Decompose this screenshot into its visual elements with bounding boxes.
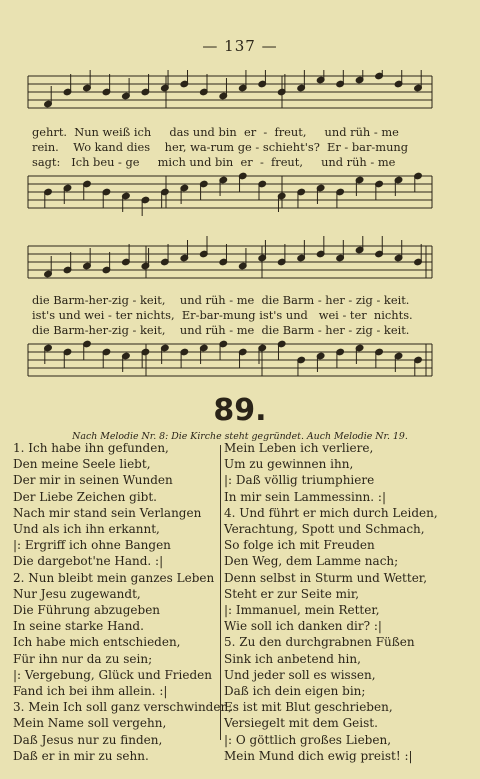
- verse-line: Mein Leben ich verliere,: [224, 441, 374, 455]
- verse-line: Daß ich dein eigen bin;: [224, 684, 366, 699]
- verse-line: |: O göttlich großes Lieben,: [224, 732, 392, 747]
- verse-line: Nach mir stand sein Verlangen: [13, 505, 202, 520]
- verse-line: Um zu gewinnen ihn,: [224, 457, 354, 472]
- verse-line: Den meine Seele liebt,: [13, 457, 151, 472]
- verse-line: Daß er in mir zu sehn.: [13, 748, 149, 763]
- verse-line: |: Immanuel, mein Retter,: [224, 603, 380, 618]
- verse-line: Ich habe mich entschieden,: [13, 635, 181, 650]
- melody-note: Nach Melodie Nr. 8: Die Kirche steht gegründet. Auch Melodie Nr. 19.: [72, 431, 408, 442]
- verse-line: Wie soll ich danken dir? :|: [224, 619, 382, 634]
- music-staff-1-lower: [0, 172, 480, 226]
- lyrics-system-1-verse-2: rein. Wo kand dies her, wa-rum ge - schieht's? Er - bar-mung: [32, 140, 409, 154]
- verse-line: Der mir in seinen Wunden: [13, 473, 173, 488]
- verse-line: In seine starke Hand.: [13, 619, 144, 634]
- verse-line: In mir sein Lammessinn. :|: [224, 489, 386, 504]
- verse-line: Sink ich anbetend hin,: [224, 651, 361, 666]
- verse-line: Die Führung abzugeben: [13, 603, 161, 618]
- verse-line: |: Vergebung, Glück und Frieden: [13, 667, 212, 682]
- verse-line: So folge ich mit Freuden: [224, 538, 375, 553]
- verse-line: Daß Jesus nur zu finden,: [13, 732, 163, 747]
- lyrics-system-1-verse-1: gehrt. Nun weiß ich das und bin er - freut, und rüh - me: [32, 125, 399, 139]
- verse-line: 4. Und führt er mich durch Leiden,: [224, 505, 438, 520]
- music-staff-2-upper: [0, 236, 480, 292]
- verse-line: Es ist mit Blut geschrieben,: [224, 700, 393, 715]
- column-divider: [220, 445, 221, 740]
- verse-line: Mein Mund dich ewig preist! :|: [224, 748, 413, 763]
- verse-line: 5. Zu den durchgrabnen Füßen: [224, 635, 415, 650]
- verse-column-right: [224, 440, 464, 764]
- verse-line: Mein Name soll vergehn,: [13, 716, 167, 731]
- verse-line: |: Daß völlig triumphiere: [224, 473, 375, 488]
- lyrics-system-1-verse-3: sagt: Ich beu - ge mich und bin er - freut, und rüh - me: [32, 155, 396, 169]
- verse-line: Die dargebot'ne Hand. :|: [13, 554, 164, 569]
- music-staff-2-lower: [0, 338, 480, 390]
- verse-line: |: Ergriff ich ohne Bangen: [13, 538, 171, 553]
- verse-line: 3. Mein Ich soll ganz verschwinden,: [13, 700, 232, 715]
- verse-line: Der Liebe Zeichen gibt.: [13, 489, 157, 504]
- lyrics-system-2-verse-2: ist's und wei - ter nichts, Er-bar-mung ist's und wei - ter nichts.: [32, 308, 413, 322]
- verse-line: Versiegelt mit dem Geist.: [224, 716, 378, 731]
- verse-line: Nur Jesu zugewandt,: [13, 586, 141, 601]
- lyrics-system-2-verse-3: die Barm-her-zig - keit, und rüh - me die Barm - her - zig - keit.: [32, 323, 410, 337]
- music-staff-1-upper: [0, 70, 480, 130]
- verse-line: Fand ich bei ihm allein. :|: [13, 684, 168, 699]
- verse-line: Denn selbst in Sturm und Wetter,: [224, 570, 428, 585]
- verse-line: Und als ich ihn erkannt,: [13, 522, 160, 537]
- verse-line: 1. Ich habe ihn gefunden,: [13, 441, 169, 455]
- verse-line: 2. Nun bleibt mein ganzes Leben: [13, 570, 215, 585]
- hymn-number: 89.: [213, 393, 267, 428]
- verse-line: Steht er zur Seite mir,: [224, 586, 360, 601]
- lyrics-system-2-verse-1: die Barm-her-zig - keit, und rüh - me die Barm - her - zig - keit.: [32, 293, 410, 307]
- page-number: — 137 —: [202, 37, 278, 55]
- verse-line: Den Weg, dem Lamme nach;: [224, 554, 399, 569]
- verse-column-left: [13, 440, 232, 764]
- verse-line: Und jeder soll es wissen,: [224, 667, 376, 682]
- verse-line: Für ihn nur da zu sein;: [13, 651, 153, 666]
- verse-line: Verachtung, Spott und Schmach,: [224, 522, 425, 537]
